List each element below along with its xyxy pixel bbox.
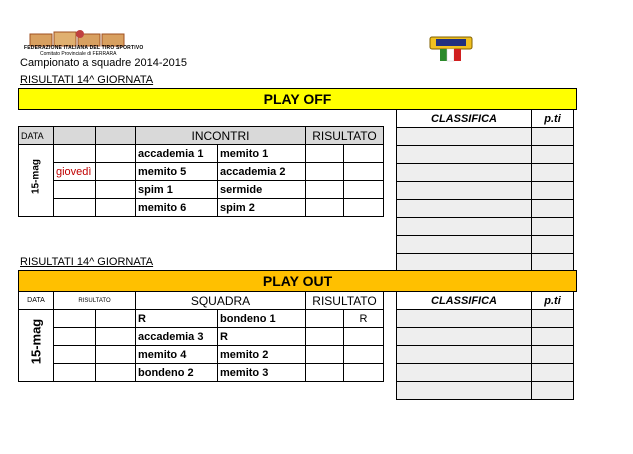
match-away: bondeno 1 xyxy=(218,310,306,328)
pti-header: p.ti xyxy=(532,110,574,128)
match-away: spim 2 xyxy=(218,199,306,217)
playout-table xyxy=(18,291,384,382)
table-row xyxy=(19,145,384,163)
match-away: accademia 2 xyxy=(218,163,306,181)
match-away: memito 3 xyxy=(218,364,306,382)
weekday-label: giovedì xyxy=(54,163,96,181)
table-row xyxy=(19,310,384,328)
playoff-classifica xyxy=(396,109,574,272)
classifica-header: CLASSIFICA xyxy=(397,110,532,128)
col-data: DATA xyxy=(19,292,54,310)
match-home: memito 5 xyxy=(136,163,218,181)
match-home: spim 1 xyxy=(136,181,218,199)
match-away: sermide xyxy=(218,181,306,199)
playoff-spacer-row xyxy=(19,109,384,127)
col-squadra: SQUADRA xyxy=(136,292,306,310)
match-home: R xyxy=(136,310,218,328)
classifica-header: CLASSIFICA xyxy=(397,292,532,310)
col-data: DATA xyxy=(19,127,54,145)
playout-round-title: RISULTATI 14^ GIORNATA xyxy=(20,256,154,268)
match-away: memito 2 xyxy=(218,346,306,364)
federation-line2: Comitato Provinciale di FERRARA xyxy=(40,51,117,57)
match-home: accademia 3 xyxy=(136,328,218,346)
playout-classifica xyxy=(396,291,574,400)
playoff-header-row xyxy=(19,127,384,145)
col-risultato: RISULTATO xyxy=(306,292,384,310)
match-result: R xyxy=(344,310,384,328)
date-label: 15-mag xyxy=(28,318,44,365)
match-home: accademia 1 xyxy=(136,145,218,163)
table-row xyxy=(19,181,384,199)
match-home: bondeno 2 xyxy=(136,364,218,382)
table-row xyxy=(19,346,384,364)
col-risultato-small: RISULTATO xyxy=(54,292,136,310)
table-row xyxy=(19,328,384,346)
federation-line1: FEDERAZIONE ITALIANA DEL TIRO SPORTIVO xyxy=(24,45,144,51)
table-row xyxy=(19,364,384,382)
playoff-banner: PLAY OFF xyxy=(18,88,577,110)
playout-banner: PLAY OUT xyxy=(18,270,577,292)
playoff-round-title: RISULTATI 14^ GIORNATA xyxy=(20,74,154,86)
table-row xyxy=(19,163,384,181)
table-row xyxy=(19,199,384,217)
match-home: memito 4 xyxy=(136,346,218,364)
campaign-title: Campionato a squadre 2014-2015 xyxy=(20,57,187,69)
match-home: memito 6 xyxy=(136,199,218,217)
date-cell xyxy=(19,145,54,217)
match-away: memito 1 xyxy=(218,145,306,163)
playout-header-row xyxy=(19,292,384,310)
date-cell xyxy=(19,310,54,382)
date-label: 15-mag xyxy=(30,159,42,195)
col-risultato: RISULTATO xyxy=(306,127,384,145)
playoff-table xyxy=(18,109,384,217)
coni-logo xyxy=(426,33,476,63)
pti-header: p.ti xyxy=(532,292,574,310)
col-incontri: INCONTRI xyxy=(136,127,306,145)
match-away: R xyxy=(218,328,306,346)
